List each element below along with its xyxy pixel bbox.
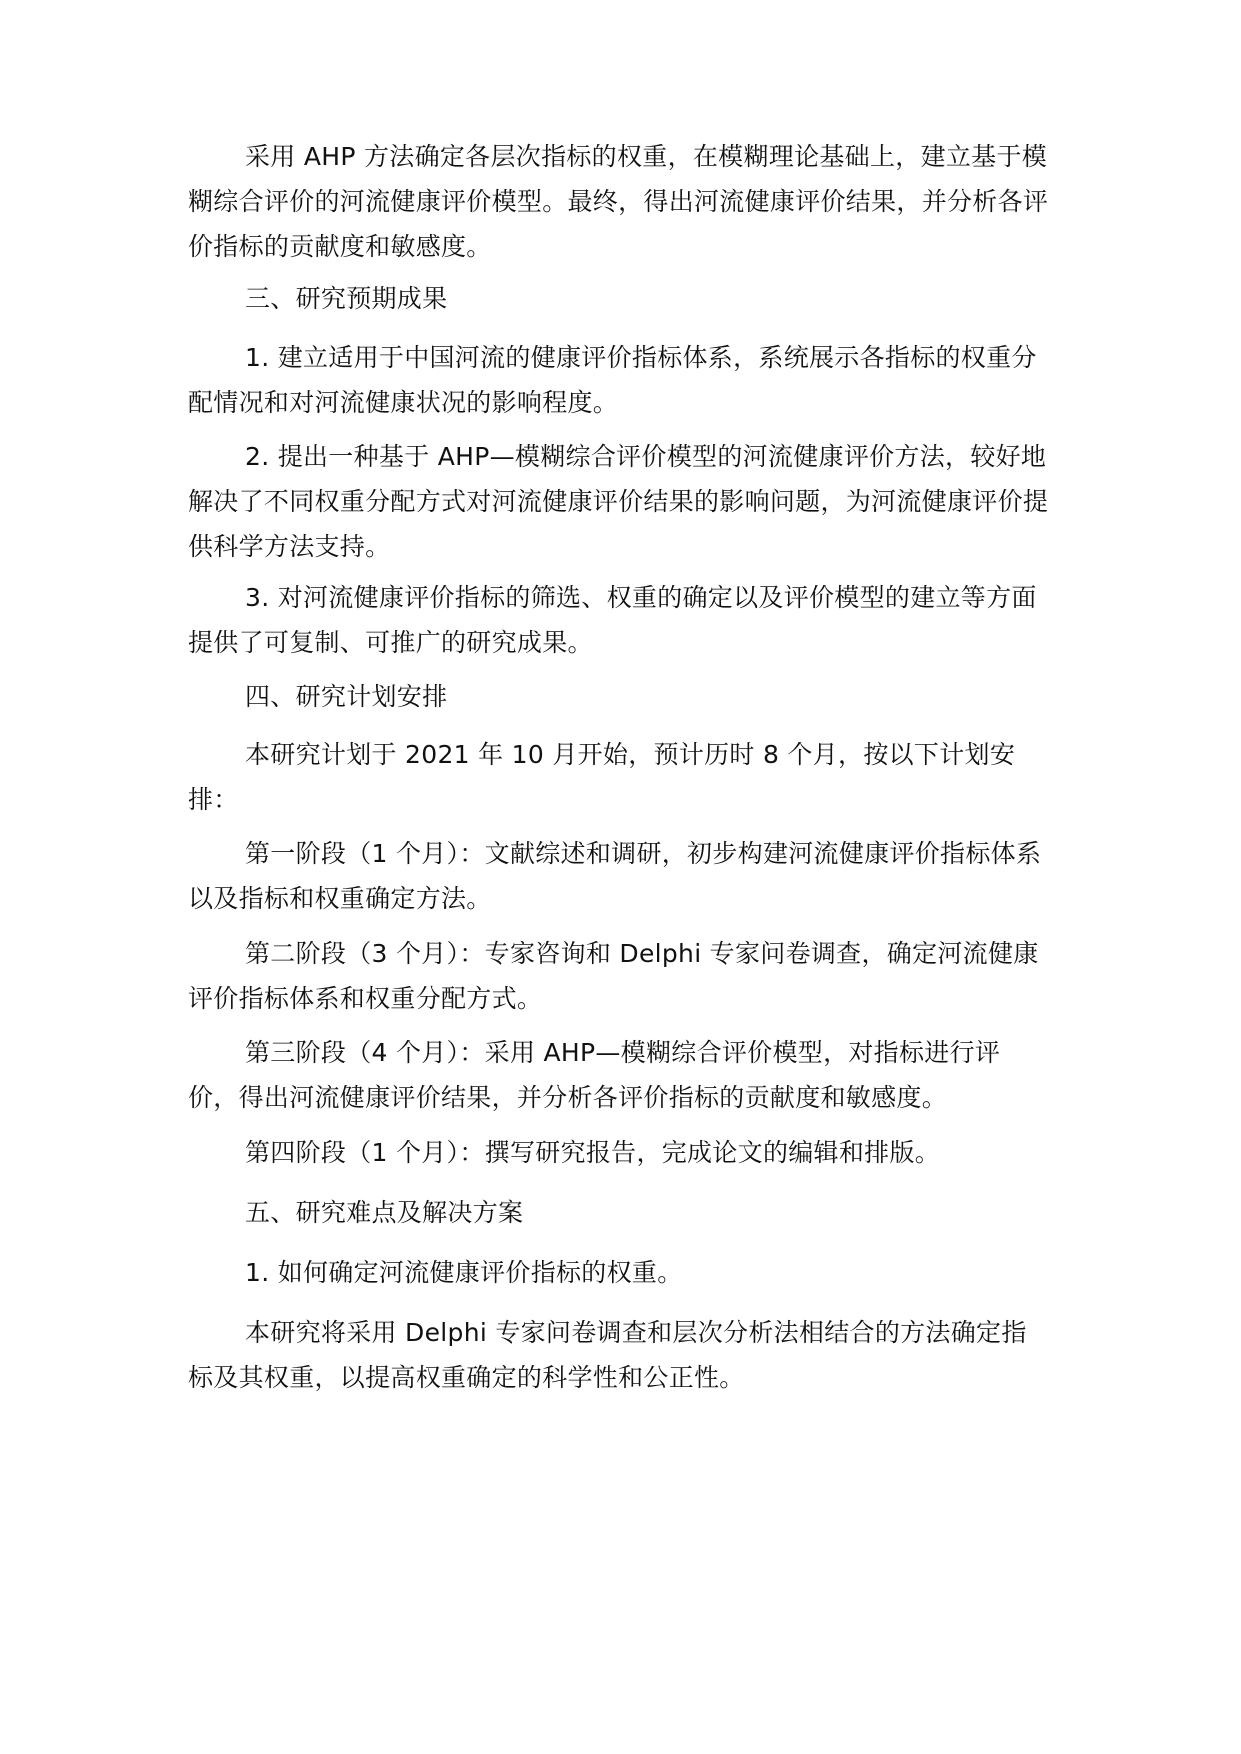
section-three-heading: 三、研究预期成果 (245, 284, 448, 313)
section-four-heading: 四、研究计划安排 (245, 682, 448, 711)
expected-result-1: 1. 建立适用于中国河流的健康评价指标体系，系统展示各指标的权重分配情况和对河流健康状况的影响程度。 (188, 343, 1037, 417)
phase-one-paragraph: 第一阶段（1 个月）：文献综述和调研，初步构建河流健康评价指标体系以及指标和权重确定方法。 (188, 839, 1042, 913)
phase-two-paragraph: 第二阶段（3 个月）：专家咨询和 Delphi 专家问卷调查，确定河流健康评价指标体系和权重分配方式。 (188, 939, 1039, 1013)
difficulty-1-heading: 1. 如何确定河流健康评价指标的权重。 (245, 1258, 683, 1287)
section-five-heading: 五、研究难点及解决方案 (245, 1198, 524, 1227)
intro-method-paragraph: 采用 AHP 方法确定各层次指标的权重，在模糊理论基础上，建立基于模糊综合评价的河流健康评价模型。最终，得出河流健康评价结果，并分析各评价指标的贡献度和敏感度。 (188, 142, 1049, 261)
phase-three-paragraph: 第三阶段（4 个月）：采用 AHP—模糊综合评价模型，对指标进行评价，得出河流健康评价结果，并分析各评价指标的贡献度和敏感度。 (188, 1038, 1001, 1112)
schedule-intro-paragraph: 本研究计划于 2021 年 10 月开始，预计历时 8 个月，按以下计划安排： (188, 740, 1016, 814)
solution-paragraph: 本研究将采用 Delphi 专家问卷调查和层次分析法相结合的方法确定指标及其权重，以提高权重确定的科学性和公正性。 (188, 1318, 1027, 1392)
phase-four-paragraph: 第四阶段（1 个月）：撰写研究报告，完成论文的编辑和排版。 (245, 1138, 941, 1167)
expected-result-2: 2. 提出一种基于 AHP—模糊综合评价模型的河流健康评价方法，较好地解决了不同权重分配方式对河流健康评价结果的影响问题，为河流健康评价提供科学方法支持。 (188, 442, 1049, 561)
expected-result-3: 3. 对河流健康评价指标的筛选、权重的确定以及评价模型的建立等方面提供了可复制、可推广的研究成果。 (188, 583, 1037, 657)
